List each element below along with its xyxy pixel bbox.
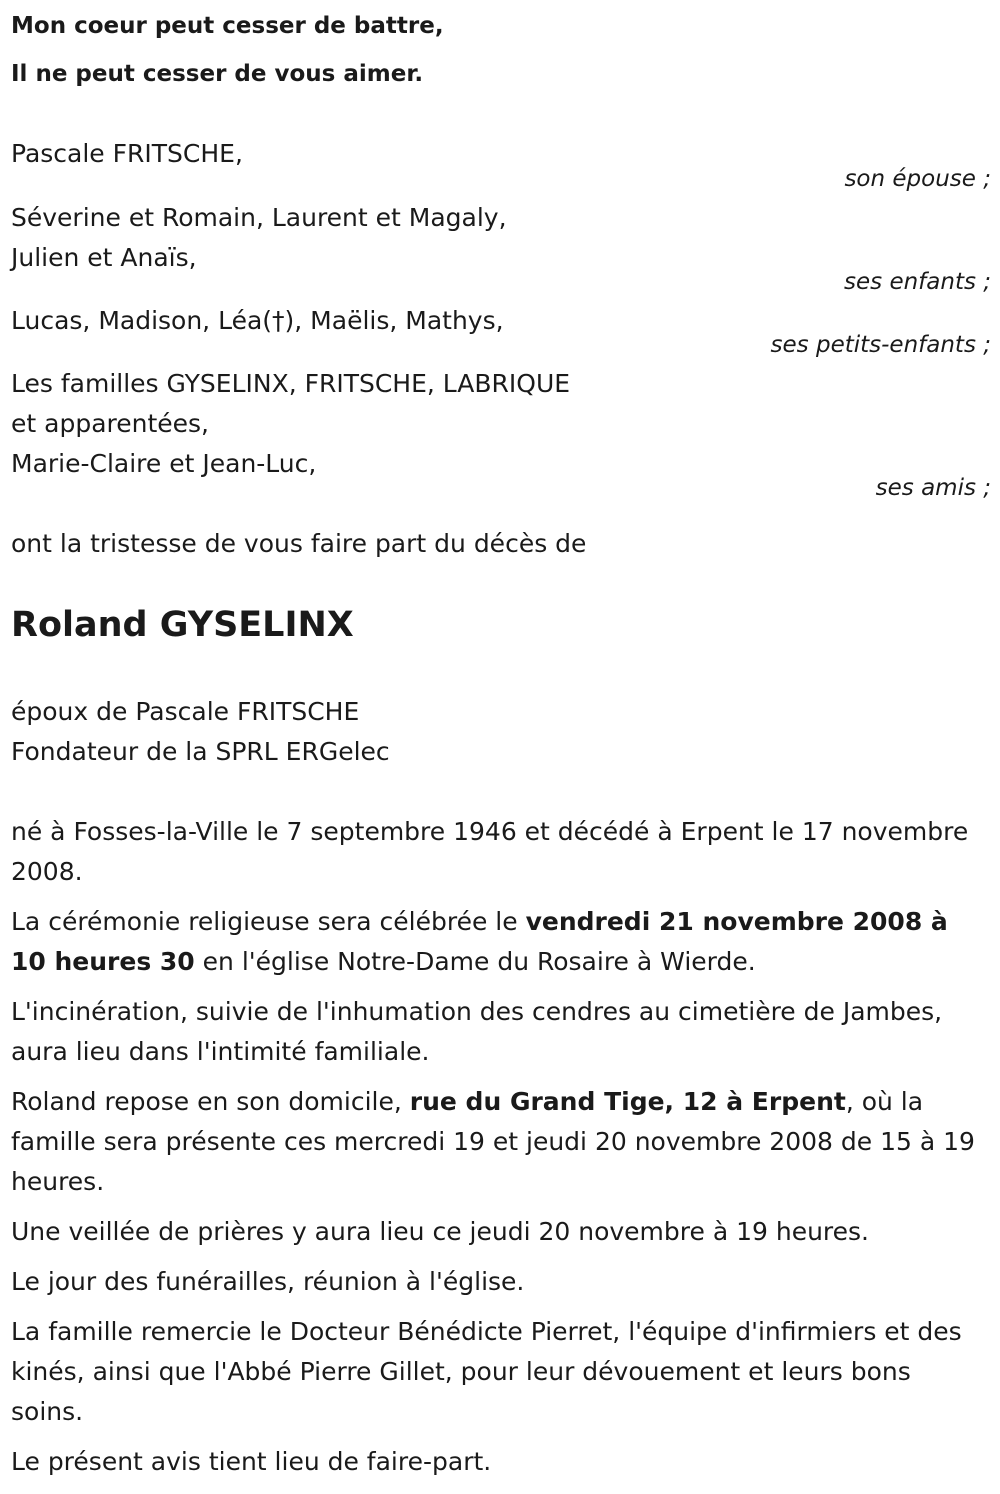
notice-paragraph: Le présent avis tient lieu de faire-part. xyxy=(11,1447,492,1476)
cross-icon: † xyxy=(272,306,285,335)
ceremony-paragraph xyxy=(11,902,989,982)
families-line-1: Les familles GYSELINX, FRITSCHE, LABRIQUE xyxy=(11,369,571,398)
ceremony-after: en l'église Notre-Dame du Rosaire à Wierde. xyxy=(194,947,756,976)
thanks-paragraph: La famille remercie le Docteur Bénédicte Pierret, l'équipe d'infirmiers et des kinés, ainsi que l'Abbé Pierre Gillet, pour leur dévouement et leurs bons soins. xyxy=(11,1317,962,1426)
friends-relation: ses amis ; xyxy=(875,475,991,501)
deceased-title-line: Fondateur de la SPRL ERGelec xyxy=(11,737,390,766)
birth-death-paragraph: né à Fosses-la-Ville le 7 septembre 1946 et décédé à Erpent le 17 novembre 2008. xyxy=(11,817,969,886)
incineration-paragraph: L'incinération, suivie de l'inhumation des cendres au cimetière de Jambes, aura lieu dans l'intimité familiale. xyxy=(11,997,943,1066)
grandchildren-after: ), Maëlis, Mathys, xyxy=(284,306,504,335)
ceremony-before: La cérémonie religieuse sera célébrée le xyxy=(11,907,526,936)
spouse-relation: son épouse ; xyxy=(844,166,991,192)
announcement-text: ont la tristesse de vous faire part du décès de xyxy=(11,529,587,558)
families-line-3: Marie-Claire et Jean-Luc, xyxy=(11,449,317,478)
deceased-name: Roland GYSELINX xyxy=(11,605,354,645)
repose-after: , où la famille sera présente ces mercredi 19 et jeudi 20 novembre 2008 de 15 à 19 heures. xyxy=(11,1087,975,1196)
repose-address: rue du Grand Tige, 12 à Erpent xyxy=(409,1087,846,1116)
spouse-name: Pascale FRITSCHE, xyxy=(11,139,243,168)
grandchildren-before: Lucas, Madison, Léa( xyxy=(11,306,273,335)
repose-before: Roland repose en son domicile, xyxy=(11,1087,410,1116)
funeral-meeting-paragraph: Le jour des funérailles, réunion à l'église. xyxy=(11,1267,525,1296)
poem-line-2: Il ne peut cesser de vous aimer. xyxy=(11,61,424,87)
poem-line-1: Mon coeur peut cesser de battre, xyxy=(11,13,444,39)
repose-paragraph xyxy=(11,1082,989,1202)
details-block xyxy=(11,812,989,1482)
families-line-2: et apparentées, xyxy=(11,409,209,438)
vigil-paragraph: Une veillée de prières y aura lieu ce jeudi 20 novembre à 19 heures. xyxy=(11,1217,869,1246)
deceased-spouse-line: époux de Pascale FRITSCHE xyxy=(11,697,360,726)
ceremony-date: vendredi 21 novembre 2008 à 10 heures 30 xyxy=(11,907,948,976)
grandchildren-line xyxy=(11,301,504,341)
children-line-1: Séverine et Romain, Laurent et Magaly, xyxy=(11,203,507,232)
children-line-2: Julien et Anaïs, xyxy=(11,243,197,272)
grandchildren-relation: ses petits-enfants ; xyxy=(770,332,991,358)
children-relation: ses enfants ; xyxy=(844,269,991,295)
